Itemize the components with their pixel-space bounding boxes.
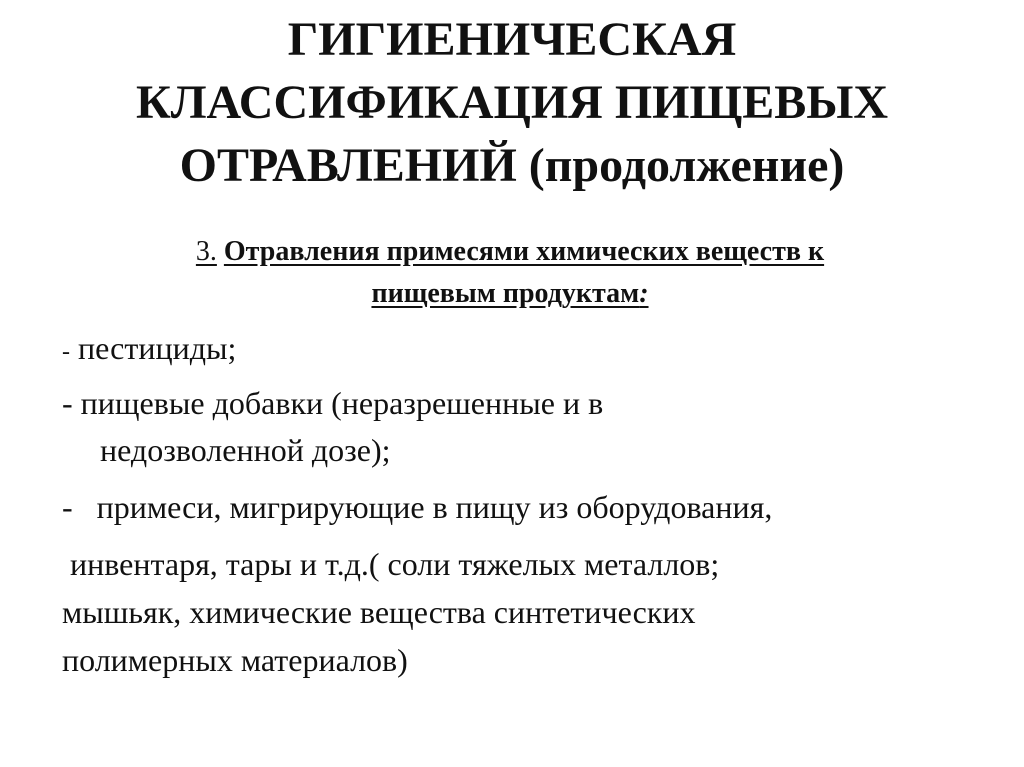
slide-title — [30, 8, 994, 197]
list-item-text: пестициды; — [78, 330, 237, 366]
list-item-text-line-3: мышьяк, химические вещества синтетических — [62, 594, 696, 630]
list-item-food-additives — [62, 383, 1002, 423]
list-item-migrating-cont-3 — [62, 640, 1002, 680]
list-item-text-line-1: примеси, мигрирующие в пищу из оборудования, — [96, 489, 773, 525]
list-item-text-line-4: полимерных материалов) — [62, 642, 408, 678]
list-item-pesticides — [62, 328, 1002, 372]
list-item-text-line-1: - пищевые добавки (неразрешенные и в — [62, 385, 604, 421]
list-item-migrating-cont-1 — [62, 544, 1002, 584]
list-item-food-additives-cont — [62, 430, 1002, 470]
subheading-line-1 — [60, 231, 960, 273]
list-dash: - — [62, 489, 73, 525]
list-item-text-line-2: недозволенной дозе); — [100, 432, 391, 468]
section-subheading — [60, 231, 960, 315]
subheading-line-2 — [60, 273, 960, 315]
subheading-text-1: Отравления примесями химических веществ к — [223, 236, 825, 267]
subheading-text-2: пищевым продуктам — [371, 278, 640, 309]
title-line-1: ГИГИЕНИЧЕСКАЯ — [287, 13, 737, 66]
title-line-2: КЛАССИФИКАЦИЯ ПИЩЕВЫХ — [135, 76, 889, 129]
list-dash: - — [62, 339, 70, 365]
subheading-colon: : — [639, 278, 649, 309]
list-item-text-line-2: инвентаря, тары и т.д.( соли тяжелых металлов; — [70, 546, 720, 582]
title-line-3: ОТРАВЛЕНИЙ (продолжение) — [179, 139, 845, 192]
list-item-migrating-cont-2 — [62, 592, 1002, 632]
list-item-migrating-impurities — [62, 487, 1002, 527]
section-number: 3. — [195, 236, 217, 267]
